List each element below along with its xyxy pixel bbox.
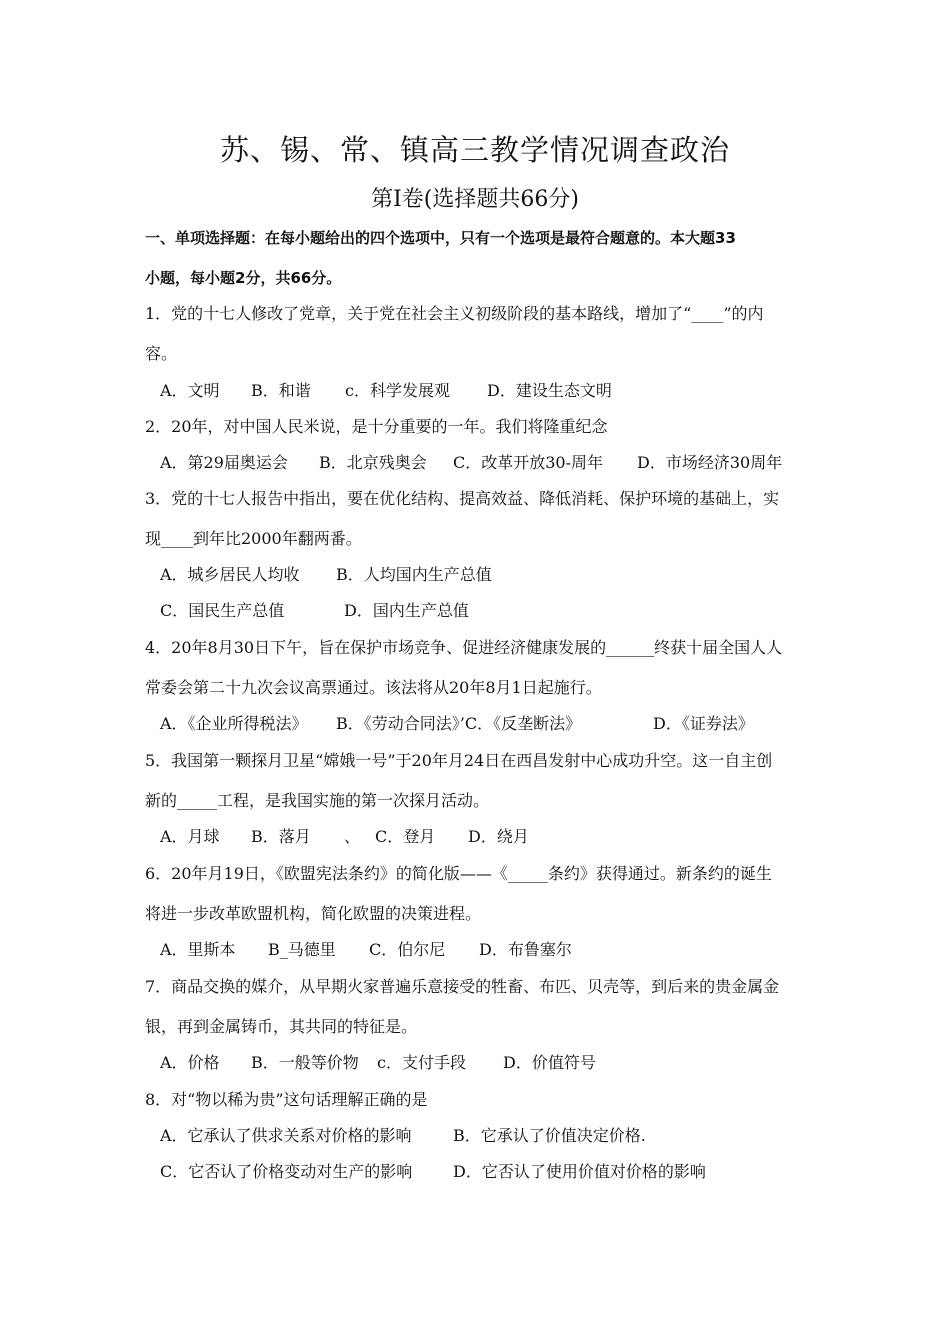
question-4-stem-line1: 4．20年8月30日下午，旨在保护市场竞争、促进经济健康发展的______终获十届全国人人 <box>145 638 783 657</box>
page-subtitle: 第Ⅰ卷(选择题共66分) <box>371 187 579 212</box>
option-c: C．登月 <box>375 827 436 846</box>
question-7-stem-line2: 银，再到金属铸币，其共同的特征是。 <box>145 1017 418 1036</box>
page-title: 苏、锡、常、镇高三教学情况调查政治 <box>219 133 730 167</box>
question-8-stem-line1: 8．对“物以稀为贵”这句话理解正确的是 <box>145 1090 428 1109</box>
option-d: D．建设生态文明 <box>487 381 612 400</box>
option-b: B．和谐 <box>251 381 311 400</box>
option-b: B．它承认了价值决定价格. <box>453 1126 646 1145</box>
question-2-options <box>160 451 782 475</box>
option-d: D．布鲁塞尔 <box>479 940 572 959</box>
section-heading-line1: 一、单项选择题：在每小题给出的四个选项中，只有一个选项是最符合题意的。本大题33 <box>145 229 736 247</box>
question-8-options-row2 <box>160 1160 706 1184</box>
question-4-options <box>160 712 754 736</box>
question-8-options-row1 <box>160 1124 646 1148</box>
question-3-stem-line2: 现____到年比2000年翻两番。 <box>145 529 362 548</box>
option-d: D．市场经济30周年 <box>637 453 783 472</box>
option-b: B_马德里 <box>268 940 336 959</box>
option-c: c．支付手段 <box>377 1053 466 1072</box>
question-4-stem-line2: 常委会第二十九次会议高票通过。该法将从20年8月1日起施行。 <box>145 678 602 697</box>
question-7-stem-line1: 7．商品交换的媒介，从早期火家普遍乐意接受的牲畜、布匹、贝壳等，到后来的贵金属金 <box>145 977 780 996</box>
option-a: A．文明 <box>160 381 220 400</box>
stray-mark: 、 <box>344 827 361 846</box>
option-b: B．一般等价物 <box>251 1053 359 1072</box>
option-d: D．它否认了使用价值对价格的影响 <box>453 1162 706 1181</box>
option-b-c: B．《劳动合同法》’C．《反垄断法》 <box>336 714 582 733</box>
option-a: A．它承认了供求关系对价格的影响 <box>160 1126 412 1145</box>
option-d: D．国内生产总值 <box>344 601 469 620</box>
option-d: D．价值符号 <box>503 1053 596 1072</box>
option-c: c．科学发展观 <box>345 381 450 400</box>
question-7-options <box>160 1051 596 1075</box>
question-5-stem-line2: 新的_____工程，是我国实施的第一次探月活动。 <box>145 791 490 810</box>
option-b: B．人均国内生产总值 <box>336 565 492 584</box>
option-d: D．绕月 <box>468 827 529 846</box>
option-c: C．伯尔尼 <box>369 940 446 959</box>
question-6-stem-line1: 6．20年月19日，《欧盟宪法条约》的简化版——《_____条约》获得通过。新条约的诞生 <box>145 864 772 883</box>
question-3-stem-line1: 3．党的十七人报告中指出，要在优化结构、提高效益、降低消耗、保护环境的基础上，实 <box>145 489 780 508</box>
question-3-options-row2 <box>160 599 469 623</box>
question-5-options <box>160 825 529 849</box>
option-a: A．月球 <box>160 827 220 846</box>
option-a: A．《企业所得税法》 <box>160 714 308 733</box>
question-1-stem-line1: 1．党的十七人修改了党章，关于党在社会主义初级阶段的基本路线，增加了“____”的内 <box>145 304 764 323</box>
option-b: B．北京残奥会 <box>319 453 427 472</box>
question-1-options <box>160 379 612 403</box>
option-c: C．它否认了价格变动对生产的影响 <box>160 1162 413 1181</box>
question-2-stem-line1: 2．20年，对中国人民米说，是十分重要的一年。我们将隆重纪念 <box>145 417 608 436</box>
section-heading-line2: 小题，每小题2分，共66分。 <box>145 269 342 287</box>
question-6-options <box>160 938 572 962</box>
option-a: A．城乡居民人均收 <box>160 565 300 584</box>
question-1-stem-line2: 容。 <box>145 344 178 363</box>
option-c: C．国民生产总值 <box>160 601 285 620</box>
option-a: A．第29届奥运会 <box>160 453 288 472</box>
question-5-stem-line1: 5．我国第一颗探月卫星“嫦娥一号”于20年月24日在西昌发射中心成功升空。这一自主创 <box>145 751 773 770</box>
option-c: C．改革开放30-周年 <box>453 453 604 472</box>
option-d: D．《证券法》 <box>653 714 754 733</box>
question-6-stem-line2: 将进一步改革欧盟机构，简化欧盟的决策进程。 <box>145 904 482 923</box>
question-3-options-row1 <box>160 563 492 587</box>
option-b: B．落月 <box>251 827 311 846</box>
option-a: A．里斯本 <box>160 940 236 959</box>
option-a: A．价格 <box>160 1053 220 1072</box>
